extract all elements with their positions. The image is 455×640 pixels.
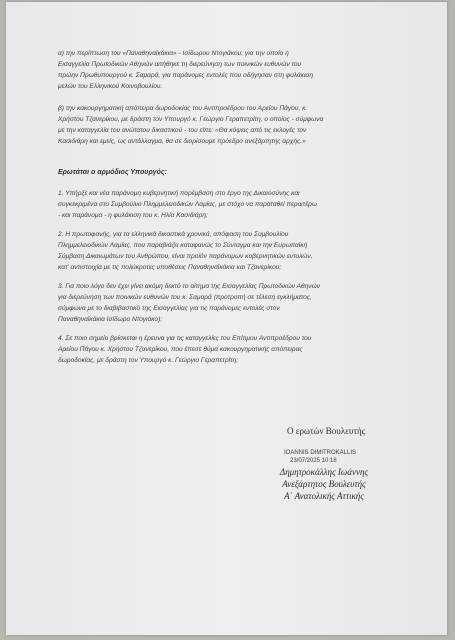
item-a-line-1: α) την περίπτωση του «Παναθηναϊκάκια» - Ισίδωρου Ντογιάκου, για την οποία η xyxy=(58,50,289,57)
question-2-line-4: κατ' αντιστοιχία με τις πολύκροτες υποθέσεις Παναθηναϊκάκια και Τζανερίκου; xyxy=(58,264,282,271)
question-4-line-2: Αρείου Πάγου κ. Χρήστου Τζανερίκου, που έπεσε θύμα κακουργηματικής απόπειρας xyxy=(58,346,303,353)
question-3-line-4: Παναθηναϊκάκια Ισίδωρο Ντογιάκο); xyxy=(58,316,163,323)
question-2-line-3: Σύμβαση Δικαιωμάτων του Ανθρώπου, είναι προϊόν παράνομων κυβερνητικών εντολών, xyxy=(58,253,313,260)
item-b-line-4: Κασιδιάρη και εμείς, ως αντάλλαγμα, θα σε διορίσουμε πρόεδρο ανεξάρτητης αρχής.» xyxy=(58,138,306,145)
item-a-line-3: πρώην Πρωθυπουργού κ. Σαμαρά, για παράνομες εντολές που οδήγησαν στη φυλάκιση xyxy=(58,72,314,79)
question-3-line-2: για διερεύνηση των ποινικών ευθυνών του κ. Σαμαρά (προτροπή σε τέλεση εγκλήματος, xyxy=(58,294,312,301)
question-1-line-1: 1. Υπήρξε και νέα παράνομη κυβερνητική παρέμβαση στο έργο της Δικαιοσύνης και xyxy=(58,190,300,197)
item-b-line-2: Χρήστου Τζανερίκου, με δράστη τον Υπουργό κ. Γεώργιο Γεραπετρίτη, ο οποίος - σύμφωνα xyxy=(58,116,324,123)
document-page xyxy=(6,2,447,635)
item-b-line-1: β) την κακουργηματική απόπειρα δωροδοκίας του Αντιπροέδρου του Αρείου Πάγου, κ. xyxy=(58,105,308,112)
digital-signature-name: IOANNIS DIMITROKALLIS xyxy=(284,450,357,456)
question-3-line-3: σύμφωνα με το διαβιβαστικό της Εισαγγελίας για τις παράνομες εντολές στον xyxy=(58,305,280,312)
question-1-line-3: - και παράνομα - η φυλάκιση του κ. Ηλία Κασιδιάρη; xyxy=(58,212,208,219)
item-a-line-2: Εισαγγελία Πρωτοδικών Αθηνών αιτήθηκε τη διερεύνηση των ποινικών ευθυνών του xyxy=(58,61,302,68)
question-1-line-2: συγκεκριμένα στο Συμβούλιο Πλημμελειοδικών Λαμίας, με στόχο να παραταθεί περαιτέρω xyxy=(58,201,318,208)
signatory-constituency: Α΄ Ανατολικής Αττικής xyxy=(284,491,364,501)
signature-title: Ο ερωτών Βουλευτής xyxy=(287,426,366,436)
item-b-line-3: με την καταγγελία του ανώτατου δικαστικού - του είπε: «Θα κόψεις από τις εκλογές τον xyxy=(58,127,307,134)
digital-signature-date: 23/07/2025 10:18 xyxy=(290,458,337,464)
signatory-name: Δημητροκάλλης Ιωάννης xyxy=(279,467,369,477)
question-4-line-1: 4. Σε ποιο σημείο βρίσκεται η έρευνα για τις καταγγελίες του Επίτιμου Αντιπροέδρου του xyxy=(58,335,312,342)
question-4-line-3: δωροδοκίας, με δράστη τον Υπουργό κ. Γεώργιο Γεραπετρίτη; xyxy=(58,357,239,364)
signatory-role: Ανεξάρτητος Βουλευτής xyxy=(282,479,366,489)
question-2-line-2: Πλημμελειοδικών Λαμίας, που παραβιάζει καταφανώς το Σύνταγμα και την Ευρωπαϊκή xyxy=(58,242,308,249)
question-3-line-1: 3. Για ποιο λόγο δεν έχει γίνει ακόμη δεκτό το αίτημα της Εισαγγελίας Πρωτοδικών Αθηνών xyxy=(58,283,321,290)
questions-heading: Ερωτάται ο αρμόδιος Υπουργός: xyxy=(58,169,167,176)
question-2-line-1: 2. Η πρωτοφανής, για τα ελληνικά δικαστικά χρονικά, απόφαση του Συμβουλίου xyxy=(58,231,289,238)
item-a-line-4: μελών του Ελληνικού Κοινοβουλίου. xyxy=(58,83,163,90)
